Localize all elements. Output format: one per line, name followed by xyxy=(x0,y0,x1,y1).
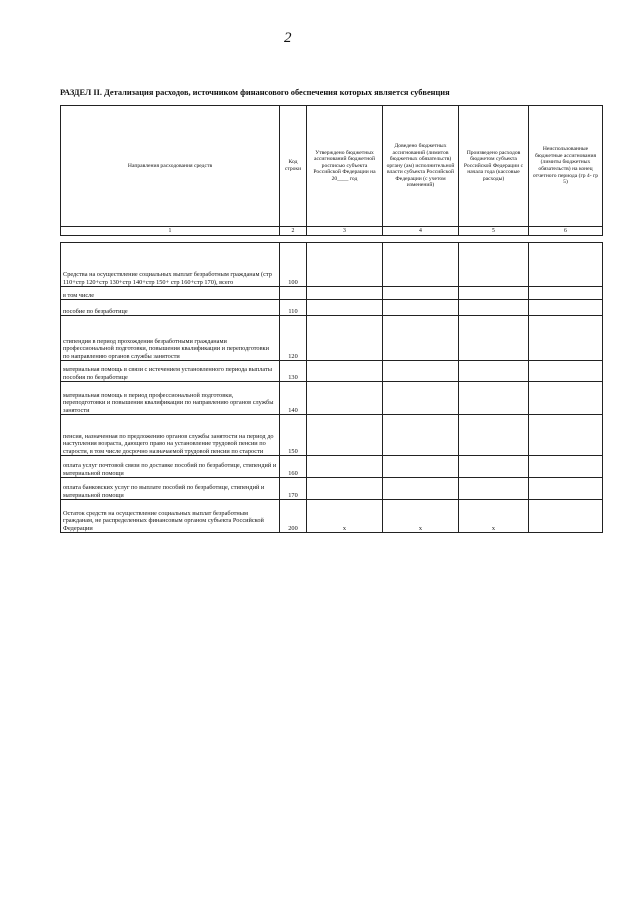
row-label: оплата банковских услуг по выплате пособий по безработице, стипендий и материальной помощи xyxy=(61,478,280,500)
table-row xyxy=(61,316,603,361)
cell-approved xyxy=(307,300,383,316)
report-table xyxy=(60,105,603,533)
table-row xyxy=(61,287,603,300)
cell-allocated xyxy=(383,456,459,478)
cell-approved xyxy=(307,287,383,300)
table-row xyxy=(61,500,603,533)
cell-unused xyxy=(529,243,603,287)
cell-approved xyxy=(307,316,383,361)
row-label: пенсия, назначенная по предложению органов службы занятости на период до наступления возраста, дающего право на установление трудовой пенсии по старости, в том числе досрочно назначаемой трудовой пенсии по старости xyxy=(61,415,280,456)
column-number: 4 xyxy=(383,227,459,236)
cell-allocated xyxy=(383,415,459,456)
column-number: 3 xyxy=(307,227,383,236)
row-label: Средства на осуществление социальных выплат безработным гражданам (стр 110+стр 120+стр 130+стр 140+стр 150+ стр 160+стр 170), всего xyxy=(61,243,280,287)
row-label: материальная помощь в период профессиональной подготовки, переподготовки и повышения квалификации по направлению органов службы занятости xyxy=(61,382,280,415)
cell-expenses xyxy=(459,456,529,478)
cell-allocated xyxy=(383,316,459,361)
cell-allocated: х xyxy=(383,500,459,533)
cell-expenses xyxy=(459,361,529,382)
cell-allocated xyxy=(383,287,459,300)
page-number: 2 xyxy=(284,30,292,46)
table-row xyxy=(61,361,603,382)
cell-allocated xyxy=(383,300,459,316)
header-allocated: Доведено бюджетных ассигнований (лимитов бюджетных обязательств) органу (ам) исполнительной власти субъекта Российской Федерации (с учетом изменений) xyxy=(383,106,459,227)
row-code: 130 xyxy=(280,361,307,382)
cell-approved xyxy=(307,243,383,287)
column-number: 2 xyxy=(280,227,307,236)
cell-approved xyxy=(307,456,383,478)
row-code: 160 xyxy=(280,456,307,478)
table-row xyxy=(61,382,603,415)
cell-unused xyxy=(529,500,603,533)
row-code: 120 xyxy=(280,316,307,361)
cell-expenses xyxy=(459,243,529,287)
table-row xyxy=(61,478,603,500)
cell-unused xyxy=(529,287,603,300)
cell-unused xyxy=(529,456,603,478)
row-code xyxy=(280,287,307,300)
spacer-row xyxy=(61,236,603,243)
row-code: 150 xyxy=(280,415,307,456)
cell-unused xyxy=(529,415,603,456)
section-title: РАЗДЕЛ II. Детализация расходов, источником финансового обеспечения которых является субвенция xyxy=(60,88,450,97)
row-code: 170 xyxy=(280,478,307,500)
column-number: 1 xyxy=(61,227,280,236)
cell-expenses xyxy=(459,478,529,500)
cell-expenses xyxy=(459,300,529,316)
cell-expenses xyxy=(459,382,529,415)
column-number: 5 xyxy=(459,227,529,236)
row-label: пособие по безработице xyxy=(61,300,280,316)
column-number-row xyxy=(61,227,603,236)
cell-expenses xyxy=(459,287,529,300)
cell-expenses xyxy=(459,415,529,456)
header-unused: Неиспользованные бюджетные ассигнования (лимиты бюджетных обязательств) на конец отчетного периода (гр 4- гр 5) xyxy=(529,106,603,227)
cell-unused xyxy=(529,316,603,361)
cell-expenses: х xyxy=(459,500,529,533)
cell-allocated xyxy=(383,243,459,287)
cell-approved xyxy=(307,478,383,500)
cell-unused xyxy=(529,300,603,316)
table-row xyxy=(61,300,603,316)
header-expenses: Произведено расходов бюджетом субъекта Российской Федерации с начала года (кассовые расходы) xyxy=(459,106,529,227)
cell-approved: х xyxy=(307,500,383,533)
cell-allocated xyxy=(383,361,459,382)
row-code: 110 xyxy=(280,300,307,316)
header-row xyxy=(61,106,603,227)
cell-allocated xyxy=(383,478,459,500)
header-line-code: Код строки xyxy=(280,106,307,227)
table-row xyxy=(61,456,603,478)
row-code: 200 xyxy=(280,500,307,533)
cell-unused xyxy=(529,478,603,500)
cell-unused xyxy=(529,361,603,382)
header-directions: Направления расходования средств xyxy=(61,106,280,227)
cell-approved xyxy=(307,361,383,382)
row-label: Остаток средств на осуществление социальных выплат безработным гражданам, не распределенных финансовым органом субъекта Российской Федерации xyxy=(61,500,280,533)
table-row xyxy=(61,415,603,456)
header-approved: Утверждено бюджетных ассигнований бюджетной росписью субъекта Российской Федерации на 20____ год xyxy=(307,106,383,227)
row-label: материальная помощь в связи с истечением установленного периода выплаты пособия по безработице xyxy=(61,361,280,382)
table-row xyxy=(61,243,603,287)
column-number: 6 xyxy=(529,227,603,236)
row-label: стипендия в период прохождения безработными гражданами профессиональной подготовки, повышения квалификации и переподготовки по направлению органов службы занятости xyxy=(61,316,280,361)
row-label: в том числе xyxy=(61,287,280,300)
row-code: 100 xyxy=(280,243,307,287)
row-label: оплата услуг почтовой связи по доставке пособий по безработице, стипендий и материальной помощи xyxy=(61,456,280,478)
cell-allocated xyxy=(383,382,459,415)
row-code: 140 xyxy=(280,382,307,415)
cell-approved xyxy=(307,415,383,456)
cell-unused xyxy=(529,382,603,415)
cell-approved xyxy=(307,382,383,415)
cell-expenses xyxy=(459,316,529,361)
